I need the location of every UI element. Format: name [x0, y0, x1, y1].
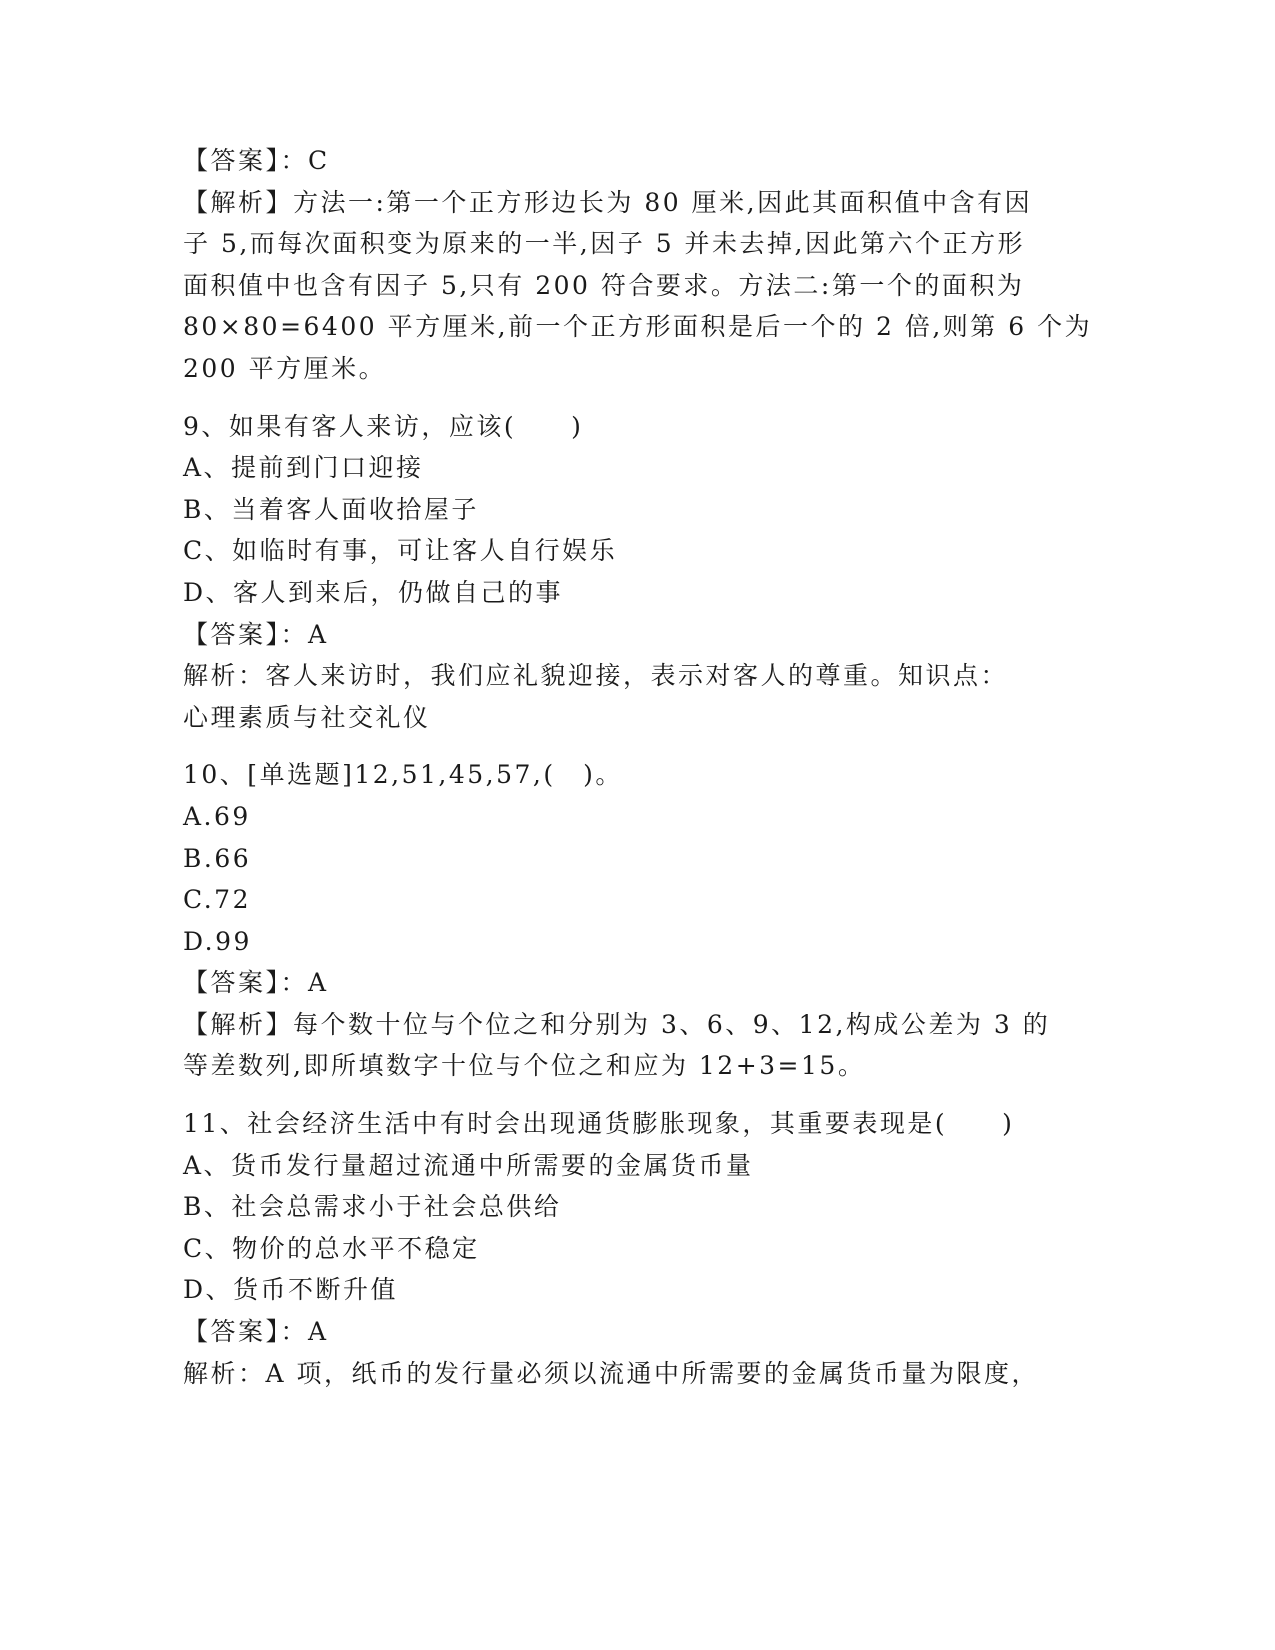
option-c: C.72 [183, 885, 251, 915]
option-a: A、货币发行量超过流通中所需要的金属货币量 [183, 1150, 754, 1180]
question-8-tail [183, 140, 1093, 390]
spacer [183, 390, 1083, 406]
question-stem: 9、如果有客人来访，应该( ) [183, 411, 584, 441]
analysis-line: 【解析】方法一:第一个正方形边长为 80 厘米,因此其面积值中含有因 [183, 187, 1033, 217]
analysis-line: 200 平方厘米。 [183, 353, 387, 383]
answer-line: 【答案】：A [183, 1317, 329, 1347]
analysis-line: 等差数列,即所填数字十位与个位之和应为 12+3=15。 [183, 1051, 866, 1081]
option-a: A、提前到门口迎接 [183, 453, 424, 483]
option-c: C、如临时有事，可让客人自行娱乐 [183, 536, 618, 566]
option-b: B.66 [183, 843, 252, 873]
document-page [183, 140, 1093, 1394]
question-11 [183, 1103, 1083, 1394]
option-c: C、物价的总水平不稳定 [183, 1233, 480, 1263]
analysis-line: 【解析】每个数十位与个位之和分别为 3、6、9、12,构成公差为 3 的 [183, 1009, 1051, 1039]
option-d: D.99 [183, 926, 252, 956]
analysis-line: 面积值中也含有因子 5,只有 200 符合要求。方法二:第一个的面积为 [183, 270, 1025, 300]
analysis-line: 解析：客人来访时，我们应礼貌迎接，表示对客人的尊重。知识点： [183, 661, 1009, 691]
spacer [183, 1087, 1083, 1103]
analysis-line: 心理素质与社交礼仪 [183, 702, 431, 732]
question-stem: 10、[单选题]12,51,45,57,( )。 [183, 760, 623, 790]
analysis-line: 解析：A 项，纸币的发行量必须以流通中所需要的金属货币量为限度， [183, 1358, 1040, 1388]
option-d: D、客人到来后，仍做自己的事 [183, 577, 564, 607]
option-b: B、社会总需求小于社会总供给 [183, 1192, 562, 1222]
spacer [183, 738, 1083, 754]
question-10 [183, 754, 1083, 1087]
analysis-line: 子 5,而每次面积变为原来的一半,因子 5 并未去掉,因此第六个正方形 [183, 229, 1025, 259]
option-d: D、货币不断升值 [183, 1275, 399, 1305]
answer-line: 【答案】：A [183, 968, 329, 998]
option-a: A.69 [183, 801, 251, 831]
answer-line: 【答案】：C [183, 146, 330, 175]
analysis-line: 80×80=6400 平方厘米,前一个正方形面积是后一个的 2 倍,则第 6 个为 [183, 312, 1093, 342]
question-stem: 11、社会经济生活中有时会出现通货膨胀现象，其重要表现是( ) [183, 1109, 1015, 1139]
question-9 [183, 406, 1083, 739]
option-b: B、当着客人面收拾屋子 [183, 494, 479, 524]
answer-line: 【答案】：A [183, 619, 329, 649]
